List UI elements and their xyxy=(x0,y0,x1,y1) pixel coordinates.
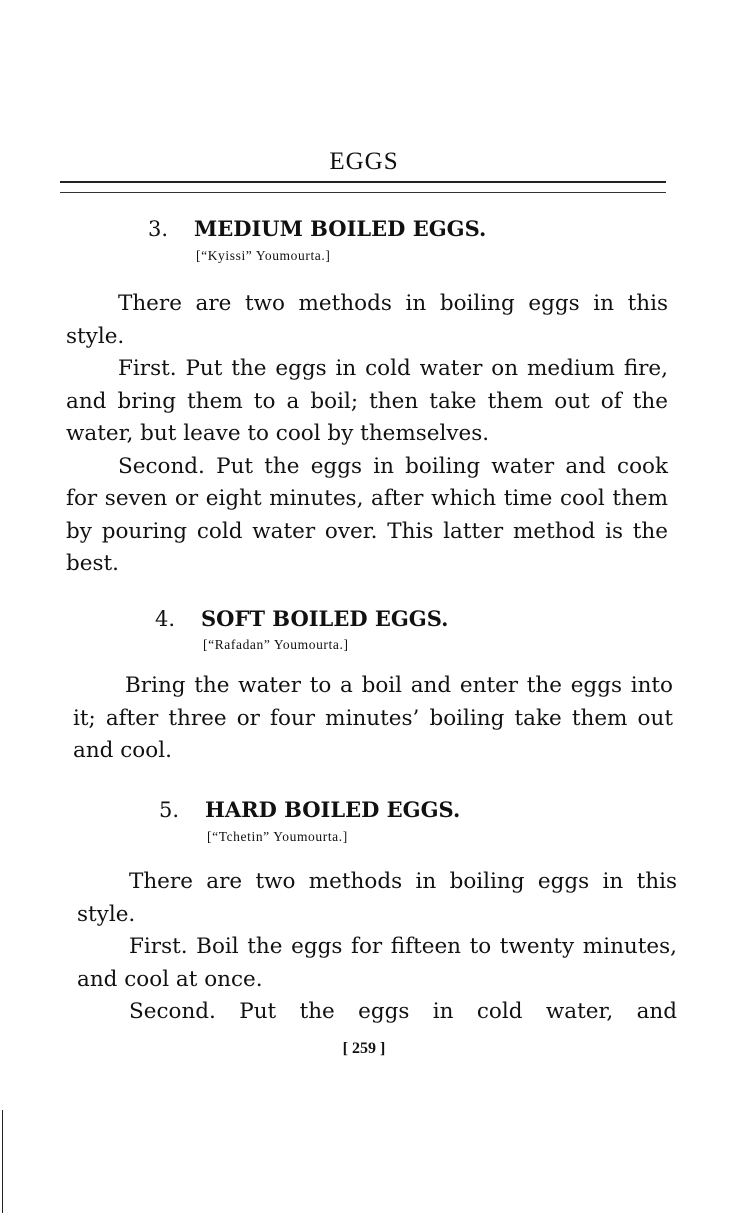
recipe-subtitle: [“Rafadan” Youmourta.] xyxy=(203,637,349,652)
recipe-subtitle: [“Kyissi” Youmourta.] xyxy=(196,248,331,263)
recipe-title: MEDIUM BOILED EGGS. xyxy=(194,216,487,241)
paragraph: There are two methods in boiling eggs in this style. xyxy=(66,291,668,349)
recipe-heading xyxy=(159,797,460,822)
paragraph: Second. Put the eggs in cold water, and xyxy=(129,999,677,1024)
scan-edge-line xyxy=(2,1110,3,1213)
recipe-heading xyxy=(155,606,448,631)
recipe-title: HARD BOILED EGGS. xyxy=(205,797,461,822)
header-rule xyxy=(60,181,666,193)
page-number: [ 259 ] xyxy=(342,1040,386,1057)
recipe-number: 4. xyxy=(155,607,176,631)
paragraph: First. Boil the eggs for fifteen to twenty minutes, and cool at once. xyxy=(77,934,677,992)
paragraph: First. Put the eggs in cold water on medium fire, and bring them to a boil; then take them out of the water, but leave to cool by themselves. xyxy=(66,356,668,446)
running-head: EGGS xyxy=(329,148,399,175)
recipe-subtitle: [“Tchetin” Youmourta.] xyxy=(207,829,348,844)
recipe-heading xyxy=(148,216,486,241)
recipe-body xyxy=(77,866,677,1029)
recipe-title: SOFT BOILED EGGS. xyxy=(201,606,449,631)
paragraph: Bring the water to a boil and enter the eggs into it; after three or four minutes’ boiling take them out and cool. xyxy=(73,673,673,763)
recipe-number: 5. xyxy=(159,798,180,822)
recipe-body xyxy=(73,670,673,768)
recipe-number: 3. xyxy=(148,217,169,241)
paragraph: There are two methods in boiling eggs in this style. xyxy=(77,869,677,927)
recipe-body xyxy=(66,288,668,581)
paragraph: Second. Put the eggs in boiling water and cook for seven or eight minutes, after which time cool them by pouring cold water over. This latter method is the best. xyxy=(66,453,668,576)
